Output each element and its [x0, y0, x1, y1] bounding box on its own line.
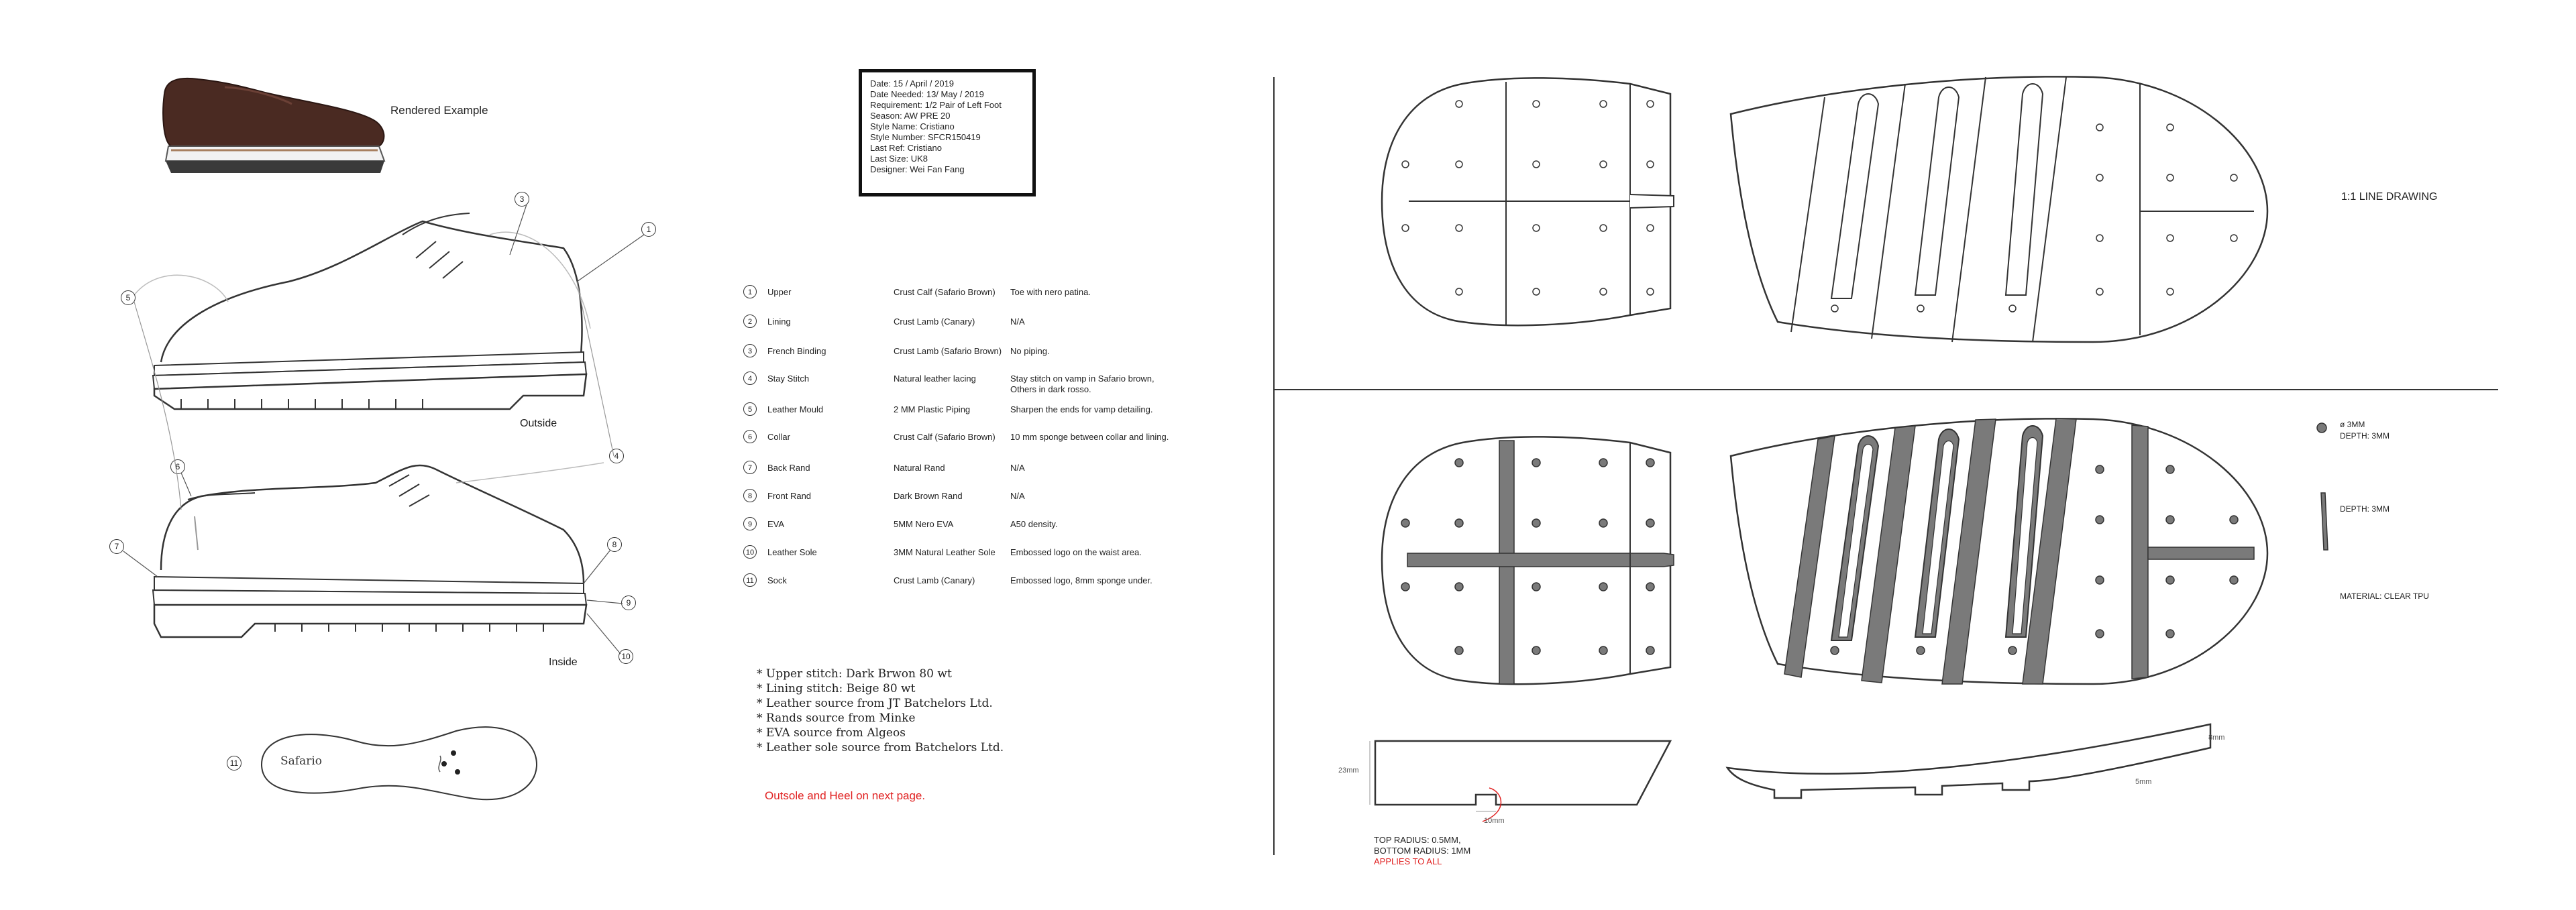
- callout-5: 5: [121, 290, 136, 305]
- spec-note: A50 density.: [1010, 519, 1058, 529]
- spec-row: [743, 517, 1173, 544]
- info-date-needed: Date Needed: 13/ May / 2019: [870, 89, 984, 99]
- sock-logo-text: Safario: [280, 754, 323, 768]
- spec-material: Crust Lamb (Canary): [894, 575, 975, 585]
- spec-row: [743, 372, 1173, 398]
- callout-8: 8: [607, 537, 622, 552]
- spec-row: [743, 285, 1173, 312]
- spec-num: 6: [743, 430, 757, 443]
- legend-dot-diameter: ø 3MM: [2340, 420, 2365, 429]
- info-designer: Designer: Wei Fan Fang: [870, 164, 965, 174]
- callout-10: 10: [619, 649, 633, 664]
- callout-6: 6: [170, 459, 185, 474]
- callout-1: 1: [641, 222, 656, 237]
- note-item: * Upper stitch: Dark Brwon 80 wt: [757, 667, 952, 681]
- callout-9: 9: [621, 595, 636, 610]
- info-last-size: Last Size: UK8: [870, 154, 928, 164]
- spec-part: Back Rand: [767, 463, 810, 473]
- spec-material: 2 MM Plastic Piping: [894, 404, 971, 414]
- spec-note: Sharpen the ends for vamp detailing.: [1010, 404, 1153, 414]
- forepart-line-drawing-top: [1724, 67, 2274, 355]
- note-item: * Lining stitch: Beige 80 wt: [757, 682, 916, 695]
- info-date: Date: 15 / April / 2019: [870, 78, 955, 89]
- callout-7: 7: [109, 539, 124, 554]
- spec-row: [743, 430, 1173, 457]
- radius-note-applies: APPLIES TO ALL: [1374, 856, 1442, 866]
- callout-4: 4: [609, 449, 624, 463]
- dim-sole-thickness: 8mm: [2208, 734, 2225, 742]
- spec-part: Front Rand: [767, 491, 812, 501]
- note-item: * Rands source from Minke: [757, 712, 916, 725]
- spec-part: Upper: [767, 287, 792, 297]
- note-item: * Leather source from JT Batchelors Ltd.: [757, 697, 993, 710]
- spec-num: 11: [743, 573, 757, 587]
- spec-num: 5: [743, 402, 757, 416]
- info-requirement: Requirement: 1/2 Pair of Left Foot: [870, 100, 1002, 110]
- spec-material: 5MM Nero EVA: [894, 519, 954, 529]
- forepart-line-drawing-bottom: [1724, 409, 2274, 697]
- spec-part: Stay Stitch: [767, 374, 810, 384]
- spec-note: N/A: [1010, 491, 1025, 501]
- heel-line-drawing-top: [1375, 67, 1677, 335]
- spec-part: Collar: [767, 432, 790, 442]
- spec-note: Stay stitch on vamp in Safario brown, Others in dark rosso.: [1010, 374, 1155, 394]
- spec-num: 9: [743, 517, 757, 530]
- info-style-name: Style Name: Cristiano: [870, 121, 955, 131]
- spec-material: Crust Calf (Safario Brown): [894, 287, 996, 297]
- spec-note: Embossed logo, 8mm sponge under.: [1010, 575, 1152, 585]
- spec-row: [743, 489, 1173, 516]
- spec-material: Crust Lamb (Safario Brown): [894, 346, 1002, 356]
- spec-row: [743, 315, 1173, 341]
- spec-note: Embossed logo on the waist area.: [1010, 547, 1142, 557]
- spec-row: [743, 461, 1173, 488]
- spec-part: Leather Sole: [767, 547, 817, 557]
- next-page-note: Outsole and Heel on next page.: [765, 789, 926, 802]
- spec-note: N/A: [1010, 463, 1025, 473]
- spec-part: Lining: [767, 317, 791, 327]
- vertical-divider: [1273, 77, 1275, 855]
- leader-lines: [0, 0, 738, 805]
- rendered-example-label: Rendered Example: [390, 104, 488, 117]
- note-item: * Leather sole source from Batchelors Ltd.: [757, 741, 1004, 754]
- spec-row: [743, 545, 1173, 572]
- spec-material: 3MM Natural Leather Sole: [894, 547, 996, 557]
- spec-part: French Binding: [767, 346, 826, 356]
- horizontal-divider: [1273, 389, 2498, 390]
- legend-slot-depth: DEPTH: 3MM: [2340, 504, 2390, 514]
- spec-material: Natural leather lacing: [894, 374, 976, 384]
- spec-note: N/A: [1010, 317, 1025, 327]
- spec-row: [743, 402, 1173, 429]
- callout-11: 11: [227, 756, 241, 771]
- radius-note-top: TOP RADIUS: 0.5MM,: [1374, 835, 1461, 845]
- dim-notch-width: 10mm: [1484, 817, 1505, 825]
- info-last-ref: Last Ref: Cristiano: [870, 143, 942, 153]
- heel-line-drawing-bottom: [1375, 426, 1677, 694]
- spec-material: Crust Lamb (Canary): [894, 317, 975, 327]
- spec-num: 1: [743, 285, 757, 298]
- callout-3: 3: [515, 192, 529, 207]
- radius-note-bottom: BOTTOM RADIUS: 1MM: [1374, 846, 1471, 856]
- heel-side-profile: [1368, 731, 1677, 825]
- dim-sole-notch: 5mm: [2135, 778, 2152, 786]
- spec-note: Toe with nero patina.: [1010, 287, 1091, 297]
- spec-row: [743, 573, 1173, 600]
- tpu-dot-icon: [2314, 420, 2329, 435]
- spec-part: Sock: [767, 575, 787, 585]
- spec-material: Natural Rand: [894, 463, 945, 473]
- inside-label: Inside: [549, 657, 578, 668]
- line-drawing-label: 1:1 LINE DRAWING: [2341, 191, 2438, 203]
- forepart-side-profile: [1721, 718, 2217, 805]
- spec-num: 7: [743, 461, 757, 474]
- legend-dot-depth: DEPTH: 3MM: [2340, 431, 2390, 441]
- spec-material: Dark Brown Rand: [894, 491, 963, 501]
- spec-note: No piping.: [1010, 346, 1050, 356]
- note-item: * EVA source from Algeos: [757, 726, 906, 740]
- spec-num: 8: [743, 489, 757, 502]
- legend-material: MATERIAL: CLEAR TPU: [2340, 591, 2429, 601]
- info-season: Season: AW PRE 20: [870, 111, 951, 121]
- spec-num: 4: [743, 372, 757, 385]
- info-box: [859, 69, 1036, 196]
- outside-label: Outside: [520, 418, 557, 429]
- spec-note: 10 mm sponge between collar and lining.: [1010, 432, 1169, 442]
- info-style-number: Style Number: SFCR150419: [870, 132, 981, 142]
- spec-num: 10: [743, 545, 757, 559]
- spec-num: 3: [743, 344, 757, 357]
- spec-row: [743, 344, 1173, 371]
- spec-part: EVA: [767, 519, 785, 529]
- spec-part: Leather Mould: [767, 404, 824, 414]
- dim-heel-height: 23mm: [1338, 766, 1359, 775]
- spec-num: 2: [743, 315, 757, 328]
- spec-material: Crust Calf (Safario Brown): [894, 432, 996, 442]
- notes-list: [757, 667, 1004, 755]
- tpu-slot-icon: [2314, 490, 2332, 557]
